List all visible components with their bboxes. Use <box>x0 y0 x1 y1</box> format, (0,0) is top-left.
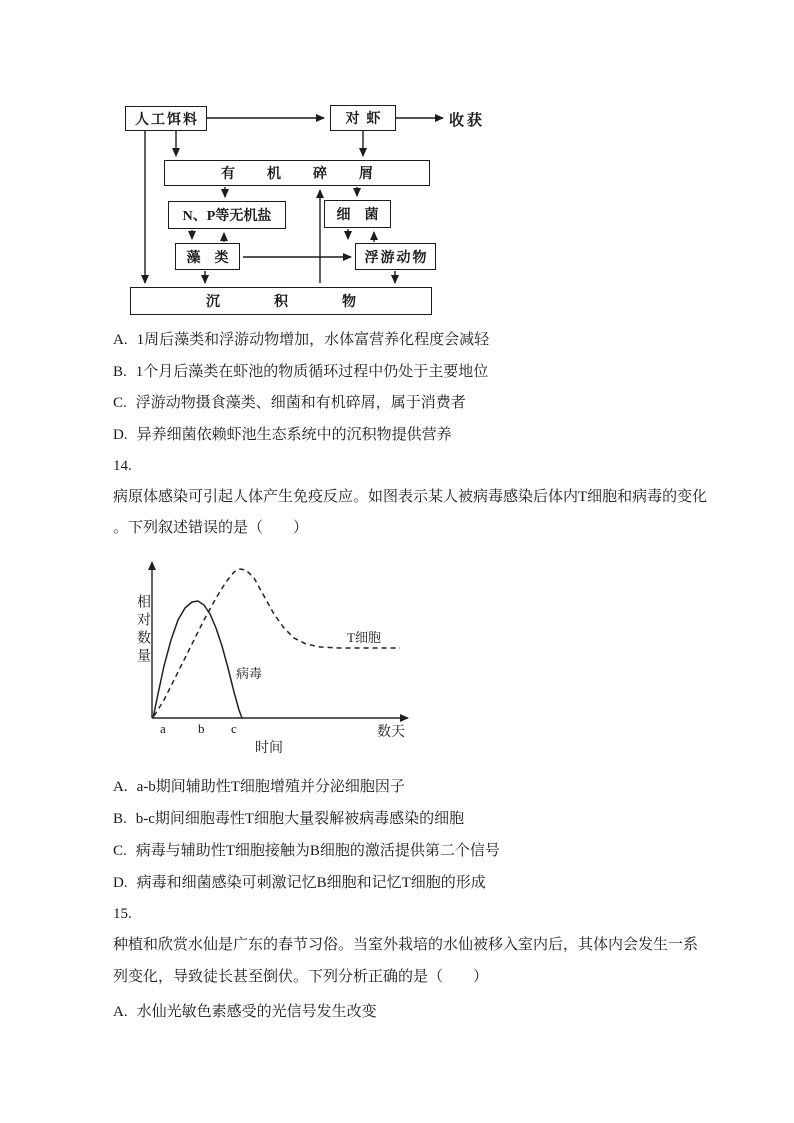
q14-number: 14. <box>113 458 132 474</box>
node-zooplankton: 浮游动物 <box>355 243 436 270</box>
node-algae: 藻类 <box>175 243 240 270</box>
option-text: 1个月后藻类在虾池的物质循环过程中仍处于主要地位 <box>135 364 489 380</box>
q13-option-b <box>113 362 488 382</box>
tcell-curve-label: T细胞 <box>347 630 381 645</box>
option-letter: C. <box>113 843 127 859</box>
q13-option-c <box>113 393 466 413</box>
q14-option-a <box>113 777 405 797</box>
option-text: a-b期间辅助性T细胞增殖并分泌细胞因子 <box>136 779 405 795</box>
option-letter: B. <box>113 364 127 380</box>
chart-x-axis-label: 时间 <box>255 741 283 756</box>
option-text: 1周后藻类和浮游动物增加，水体富营养化程度会减轻 <box>136 332 490 348</box>
tick-a: a <box>160 721 166 736</box>
option-letter: A. <box>113 332 128 348</box>
chart-y-axis-label: 相对数量 <box>135 594 150 666</box>
tick-c: c <box>231 721 237 736</box>
tick-b: b <box>198 721 205 736</box>
q13-option-a <box>113 330 489 350</box>
q15-stem-line1: 种植和欣赏水仙是广东的春节习俗。当室外栽培的水仙被移入室内后，其体内会发生一系 <box>113 937 699 953</box>
option-letter: D. <box>113 875 128 891</box>
option-letter: B. <box>113 811 127 827</box>
option-text: 水仙光敏色素感受的光信号发生改变 <box>136 1004 377 1020</box>
node-harvest: 收获 <box>449 113 486 129</box>
option-letter: A. <box>113 779 128 795</box>
q13-option-d <box>113 425 452 445</box>
node-artificial-feed: 人工饵料 <box>125 106 207 131</box>
chart-x-unit-label: 数天 <box>377 725 405 740</box>
option-letter: D. <box>113 427 128 443</box>
option-letter: C. <box>113 395 127 411</box>
option-text: 浮游动物摄食藻类、细菌和有机碎屑，属于消费者 <box>135 395 466 411</box>
node-organic-debris: 有机碎屑 <box>164 160 430 186</box>
q15-stem-line2: 列变化，导致徒长甚至倒伏。下列分析正确的是（ ） <box>113 969 489 985</box>
virus-curve <box>153 601 242 718</box>
node-bacteria: 细菌 <box>324 200 391 228</box>
node-inorganic-salts: N、P等无机盐 <box>168 201 286 229</box>
node-shrimp: 对虾 <box>330 105 396 131</box>
option-text: 病毒与辅助性T细胞接触为B细胞的激活提供第二个信号 <box>135 843 500 859</box>
virus-curve-label: 病毒 <box>236 666 263 681</box>
q14-stem-line1: 病原体感染可引起人体产生免疫反应。如图表示某人被病毒感染后体内T细胞和病毒的变化 <box>113 489 708 505</box>
q14-option-c <box>113 841 500 861</box>
q14-option-d <box>113 873 486 893</box>
option-letter: A. <box>113 1004 128 1020</box>
node-sediment: 沉积物 <box>130 287 432 315</box>
option-text: 异养细菌依赖虾池生态系统中的沉积物提供营养 <box>136 427 452 443</box>
q14-option-b <box>113 809 464 829</box>
q15-option-a <box>113 1002 377 1022</box>
option-text: b-c期间细胞毒性T细胞大量裂解被病毒感染的细胞 <box>135 811 465 827</box>
option-text: 病毒和细菌感染可刺激记忆B细胞和记忆T细胞的形成 <box>136 875 486 891</box>
q14-stem-line2: 。下列叙述错误的是（ ） <box>113 520 309 536</box>
q15-number: 15. <box>113 906 132 922</box>
